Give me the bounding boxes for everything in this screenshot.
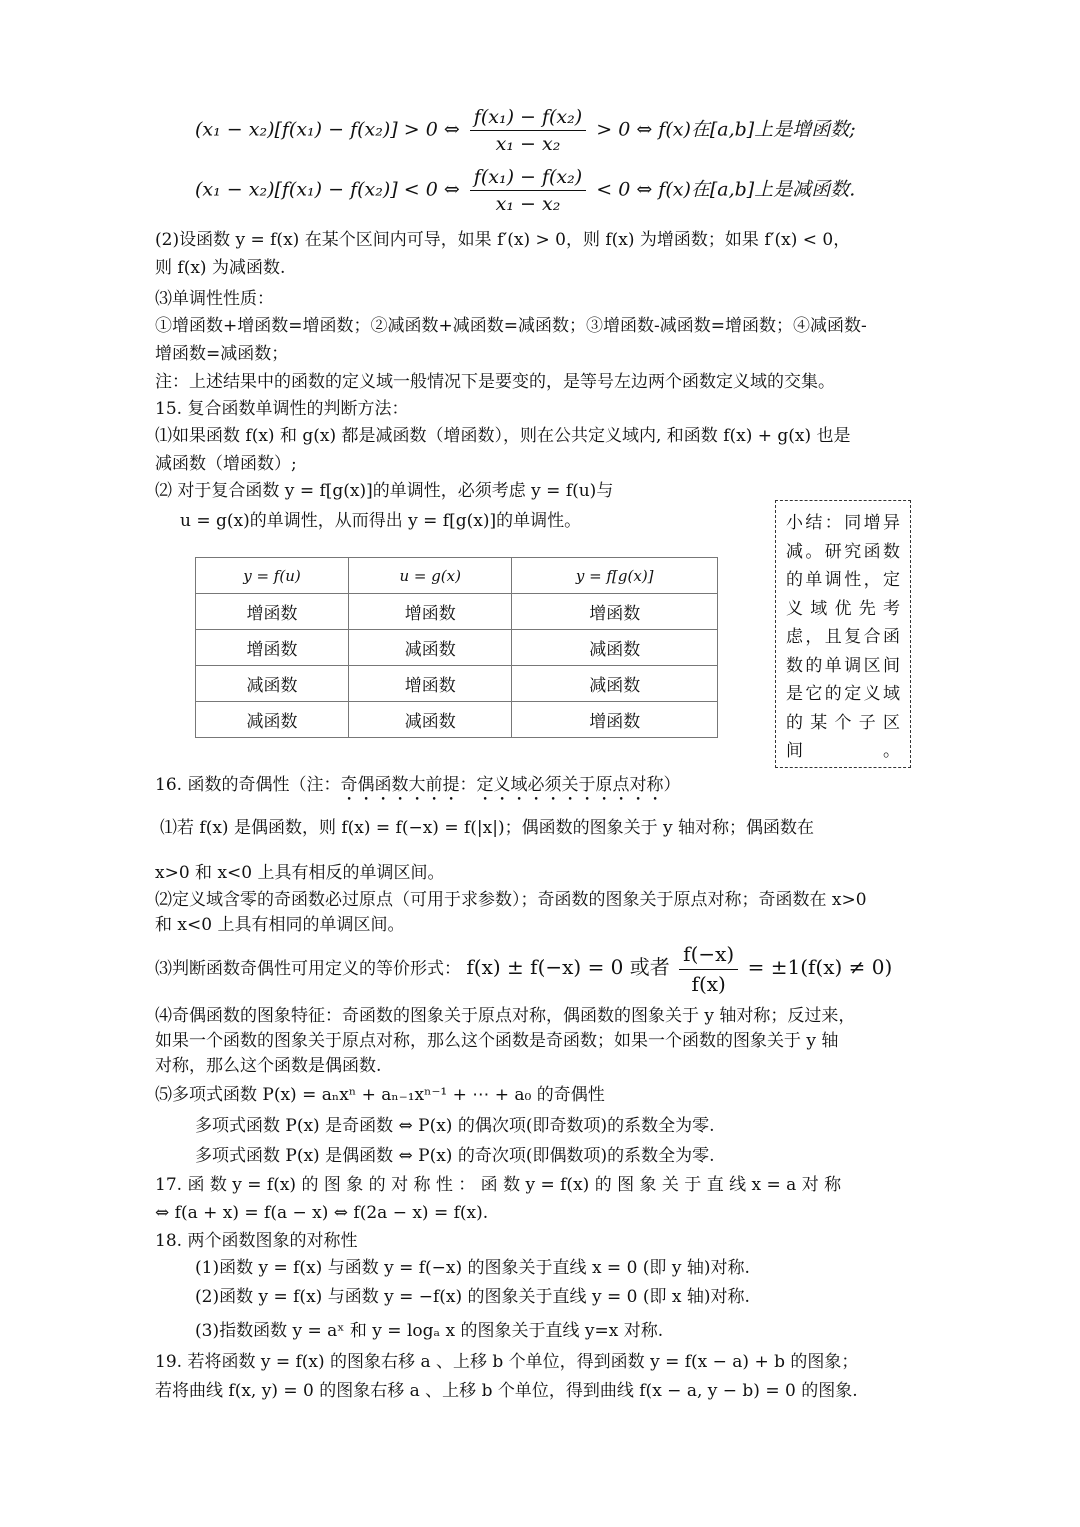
table-cell: 增函数 [196, 630, 349, 666]
table-cell: 减函数 [348, 702, 512, 738]
section-16-p3-text: ⑶判断函数奇偶性可用定义的等价形式： [155, 959, 461, 979]
table-row [196, 702, 718, 738]
section-16-p3-fraction [679, 942, 738, 997]
section-18-line1: (1)函数 y = f(x) 与函数 y = f(−x) 的图象关于直线 x = 0 (即 y 轴)对称. [195, 1258, 750, 1278]
section-17-line1: 17. 函 数 y = f(x) 的 图 象 的 对 称 性 ： 函 数 y = f(x) 的 图 象 关 于 直 线 x = a 对 称 [155, 1175, 842, 1195]
eq2-denominator: x₁ − x₂ [495, 193, 561, 215]
section-18-line2: (2)函数 y = f(x) 与函数 y = −f(x) 的图象关于直线 y = 0 (即 x 轴)对称. [195, 1287, 750, 1307]
table-cell: 增函数 [348, 666, 512, 702]
section-16-p3-denominator: f(x) [691, 972, 726, 996]
table-cell: 减函数 [196, 702, 349, 738]
section-16-p2-line1: ⑵定义域含零的奇函数必过原点（可用于求参数）；奇函数的图象关于原点对称；奇函数在 x>0 [155, 890, 867, 910]
section-16-p4-line1: ⑷奇偶函数的图象特征：奇函数的图象关于原点对称，偶函数的图象关于 y 轴对称；反过来， [155, 1006, 856, 1026]
table-header-cell: u = g(x) [348, 558, 512, 594]
section-18-title: 18. 两个函数图象的对称性 [155, 1231, 358, 1251]
table-cell: 增函数 [512, 594, 718, 630]
section-16-p2-line2: 和 x<0 上具有相同的单调区间。 [155, 915, 405, 935]
table-row [196, 666, 718, 702]
eq2-fraction [470, 166, 586, 215]
paragraph-properties-title: ⑶单调性性质： [155, 289, 274, 309]
table-row [196, 594, 718, 630]
section-16-p3-result: = ±1(f(x) ≠ 0) [747, 955, 893, 979]
section-16-title-prefix: 16. 函数的奇偶性（注： [155, 775, 341, 795]
table-row [196, 630, 718, 666]
section-16-premise: 奇偶函数大前提：定义域必须关于原点对称 [340, 775, 664, 795]
summary-box: 小结：同增异减。研究函数的单调性，定义域优先考虑，且复合函数的单调区间是它的定义域的某个子区间。 [775, 500, 911, 768]
section-16-p1-line2: x>0 和 x<0 上具有相反的单调区间。 [155, 863, 445, 883]
section-15-p2-line1: ⑵ 对于复合函数 y = f[g(x)]的单调性，必须考虑 y = f(u)与 [155, 481, 614, 501]
table-cell: 减函数 [512, 666, 718, 702]
table-cell: 减函数 [348, 630, 512, 666]
paragraph-properties-line2: 增函数=减函数； [155, 344, 289, 364]
table-header-row [196, 558, 718, 594]
eq1-numerator: f(x₁) − f(x₂) [470, 106, 586, 131]
paragraph-derivative-line1: (2)设函数 y = f(x) 在某个区间内可导，如果 f′(x) > 0，则 f(x) 为增函数；如果 f′(x) < 0， [155, 230, 851, 250]
eq1-left: (x₁ − x₂)[f(x₁) − f(x₂)] > 0 ⇔ [195, 118, 460, 141]
section-16-p4-line3: 对称，那么这个函数是偶函数. [155, 1056, 382, 1076]
eq2-numerator: f(x₁) − f(x₂) [470, 166, 586, 191]
table-cell: 减函数 [512, 630, 718, 666]
section-16-p4-line2: 如果一个函数的图象关于原点对称，那么这个函数是奇函数；如果一个函数的图象关于 y 轴 [155, 1031, 839, 1051]
table-header-cell: y = f[g(x)] [512, 558, 718, 594]
section-19-line2: 若将曲线 f(x, y) = 0 的图象右移 a 、上移 b 个单位，得到曲线 f(x − a, y − b) = 0 的图象. [155, 1381, 858, 1401]
section-16-p5-line1: ⑸多项式函数 P(x) = aₙxⁿ + aₙ₋₁xⁿ⁻¹ + ⋯ + a₀ 的奇偶性 [155, 1085, 605, 1105]
section-16-p3-numerator: f(−x) [679, 942, 738, 970]
table-cell: 减函数 [196, 666, 349, 702]
section-15-p2-line2: u = g(x)的单调性，从而得出 y = f[g(x)]的单调性。 [180, 511, 582, 531]
section-16-p5-line3: 多项式函数 P(x) 是偶函数 ⇔ P(x) 的奇次项(即偶数项)的系数全为零. [195, 1146, 715, 1166]
table-cell: 增函数 [512, 702, 718, 738]
section-15-title: 15. 复合函数单调性的判断方法： [155, 399, 409, 419]
paragraph-note: 注：上述结果中的函数的定义域一般情况下是要变的，是等号左边两个函数定义域的交集。 [155, 372, 835, 392]
paragraph-properties-line1: ①增函数+增函数=增函数；②减函数+减函数=减函数；③增函数-减函数=增函数；④减函数- [155, 316, 867, 336]
section-16-p3-formula: f(x) ± f(−x) = 0 或者 [466, 955, 670, 979]
eq1-right: > 0 ⇔ f(x)在[a,b]上是增函数; [596, 118, 856, 141]
section-19-line1: 19. 若将函数 y = f(x) 的图象右移 a 、上移 b 个单位，得到函数 y = f(x − a) + b 的图象； [155, 1352, 859, 1372]
section-17-line2: ⇔ f(a + x) = f(a − x) ⇔ f(2a − x) = f(x). [155, 1203, 489, 1223]
section-16-title [155, 775, 680, 805]
table-header-cell: y = f(u) [196, 558, 349, 594]
section-16-p3 [155, 942, 892, 997]
section-15-p1-line2: 减函数（增函数）; [155, 454, 297, 474]
section-16-title-suffix: ） [663, 775, 681, 795]
table-cell: 增函数 [196, 594, 349, 630]
eq1-denominator: x₁ − x₂ [495, 133, 561, 155]
eq2-right: < 0 ⇔ f(x)在[a,b]上是减函数. [596, 178, 856, 201]
section-18-line3: (3)指数函数 y = aˣ 和 y = logₐ x 的图象关于直线 y=x 对称. [195, 1321, 664, 1341]
table-cell: 增函数 [348, 594, 512, 630]
equation-increasing [195, 106, 856, 155]
composite-monotonicity-table [195, 557, 718, 738]
equation-decreasing [195, 166, 855, 215]
section-16-p5-line2: 多项式函数 P(x) 是奇函数 ⇔ P(x) 的偶次项(即奇数项)的系数全为零. [195, 1116, 715, 1136]
paragraph-derivative-line2: 则 f(x) 为减函数. [155, 258, 286, 278]
eq1-fraction [470, 106, 586, 155]
eq2-left: (x₁ − x₂)[f(x₁) − f(x₂)] < 0 ⇔ [195, 178, 460, 201]
section-16-p1-line1: ⑴若 f(x) 是偶函数，则 f(x) = f(−x) = f(|x|)；偶函数的图象关于 y 轴对称；偶函数在 [160, 818, 815, 838]
section-15-p1-line1: ⑴如果函数 f(x) 和 g(x) 都是减函数（增函数），则在公共定义域内, 和函数 f(x) + g(x) 也是 [155, 426, 851, 446]
